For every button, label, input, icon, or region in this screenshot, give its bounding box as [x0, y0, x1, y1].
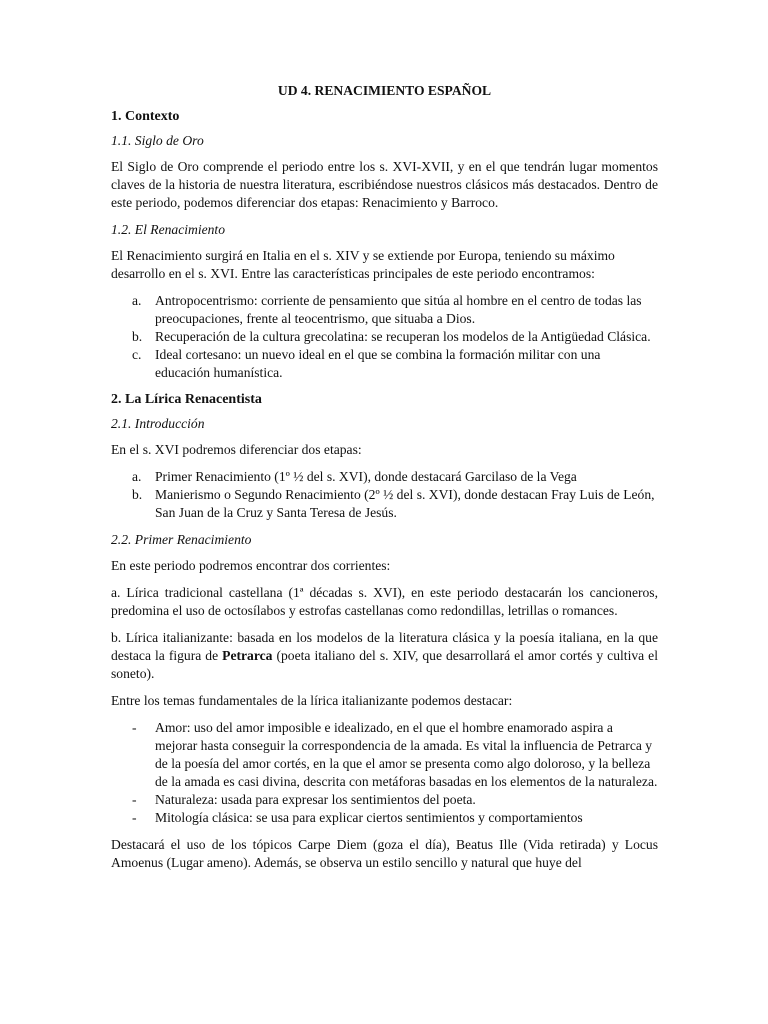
section-heading-contexto: 1. Contexto — [111, 109, 180, 124]
paragraph-lirica-tradicional: a. Lírica tradicional castellana (1ª décadas s. XVI), en este periodo destacarán los cancioneros, predomina el uso de octosílabos y estrofas castellanas como redondillas, letrillas o romances. — [111, 585, 658, 618]
subheading-primer-renacimiento: 2.2. Primer Renacimiento — [111, 532, 252, 547]
list-item-text: Antropocentrismo: corriente de pensamiento que sitúa al hombre en el centro de todas las preocupaciones, frente al teocentrismo, que situaba a Dios. — [155, 293, 642, 326]
paragraph-introduccion: En el s. XVI podremos diferenciar dos etapas: — [111, 442, 362, 457]
list-marker: a. — [132, 293, 142, 308]
paragraph-temas: Entre los temas fundamentales de la lírica italianizante podemos destacar: — [111, 693, 513, 708]
paragraph-renacimiento: El Renacimiento surgirá en Italia en el s. XIV y se extiende por Europa, teniendo su máximo desarrollo en el s. XVI. Entre las características principales de este periodo encontramos: — [111, 248, 615, 281]
list-item-text: Manierismo o Segundo Renacimiento (2º ½ del s. XVI), donde destacan Fray Luis de León, San Juan de la Cruz y Santa Teresa de Jesús. — [155, 487, 655, 520]
list-item — [111, 719, 658, 791]
stages-list — [111, 468, 658, 522]
list-item-text: Amor: uso del amor imposible e idealizado, en el que el hombre enamorado aspira a mejorar hasta conseguir la correspondencia de la amada. Es vital la influencia de Petrarca y de la poesía del amor cortés, en la que el amor se presenta como algo doloroso, y la belleza de la amada es casi divina, descrita con metáforas basadas en los elementos de la naturaleza. — [155, 720, 658, 789]
list-item-text: Ideal cortesano: un nuevo ideal en el que se combina la formación militar con una educación humanística. — [155, 347, 601, 380]
themes-list — [111, 719, 658, 827]
list-marker: - — [132, 810, 137, 825]
list-marker: - — [132, 792, 137, 807]
list-item — [111, 809, 658, 827]
paragraph-lirica-italianizante — [111, 629, 658, 683]
text-run: (poeta italiano del s. XIV, que desarrollará el amor cortés y cultiva el soneto). — [111, 648, 658, 681]
list-item — [111, 292, 658, 328]
list-item-text: Mitología clásica: se usa para explicar ciertos sentimientos y comportamientos — [155, 810, 583, 825]
subheading-siglo-de-oro: 1.1. Siglo de Oro — [111, 133, 204, 148]
list-marker: b. — [132, 487, 143, 502]
list-item — [111, 468, 658, 486]
list-item — [111, 346, 658, 382]
document-title: UD 4. RENACIMIENTO ESPAÑOL — [277, 83, 492, 98]
list-marker: c. — [132, 347, 142, 362]
list-item-text: Recuperación de la cultura grecolatina: se recuperan los modelos de la Antigüedad Clásica. — [155, 329, 651, 344]
list-marker: a. — [132, 469, 142, 484]
list-marker: - — [132, 720, 137, 735]
list-item — [111, 328, 658, 346]
subheading-renacimiento: 1.2. El Renacimiento — [111, 222, 226, 237]
paragraph-corrientes: En este periodo podremos encontrar dos corrientes: — [111, 558, 391, 573]
document-content — [111, 82, 658, 881]
bold-name-petrarca: Petrarca — [222, 648, 273, 663]
list-item-text: Primer Renacimiento (1º ½ del s. XVI), donde destacará Garcilaso de la Vega — [155, 469, 577, 484]
list-item — [111, 486, 658, 522]
section-heading-lirica: 2. La Lírica Renacentista — [111, 392, 262, 407]
paragraph-topicos: Destacará el uso de los tópicos Carpe Diem (goza el día), Beatus Ille (Vida retirada) y Locus Amoenus (Lugar ameno). Además, se observa un estilo sencillo y natural que huye del — [111, 837, 658, 870]
paragraph-siglo-de-oro: El Siglo de Oro comprende el periodo entre los s. XVI-XVII, y en el que tendrán lugar momentos claves de la historia de nuestra literatura, escribiéndose nuestros clásicos más destacados. Dentro de este periodo, podemos diferenciar dos etapas: Renacimiento y Barroco. — [111, 159, 658, 210]
list-item — [111, 791, 658, 809]
text-run: b. Lírica italianizante: basada en los modelos de la literatura clásica y la poesía italiana, en la que destaca la figura de — [111, 630, 658, 663]
list-marker: b. — [132, 329, 143, 344]
subheading-introduccion: 2.1. Introducción — [111, 416, 205, 431]
list-item-text: Naturaleza: usada para expresar los sentimientos del poeta. — [155, 792, 476, 807]
characteristics-list — [111, 292, 658, 382]
